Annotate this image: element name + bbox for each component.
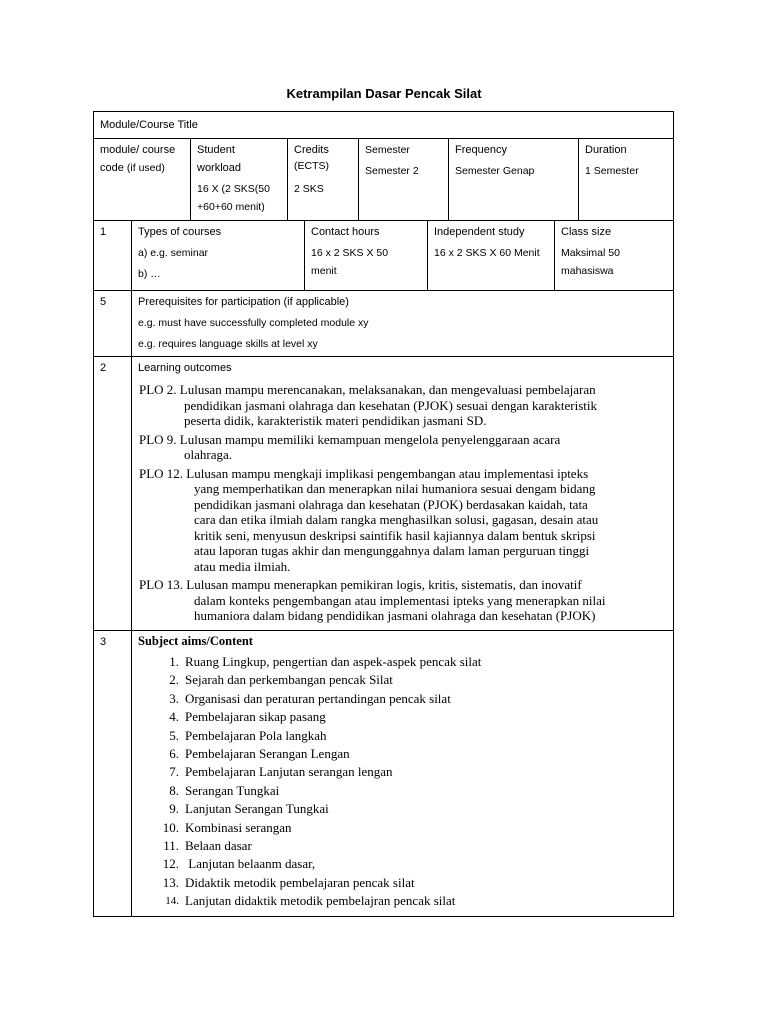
list-text: Pembelajaran Serangan Lengan	[185, 745, 350, 761]
content-list-item	[139, 671, 481, 689]
row-number: 2	[100, 362, 107, 374]
row-number: 3	[100, 636, 107, 648]
content-list-item	[139, 819, 481, 837]
frequency-label: Frequency	[455, 144, 507, 156]
prerequisites-row	[93, 290, 674, 357]
credits-label: Credits	[294, 144, 329, 156]
duration-value: 1 Semester	[585, 165, 639, 177]
list-text: Didaktik metodik pembelajaran pencak silat	[185, 874, 415, 890]
list-text: Pembelajaran sikap pasang	[185, 709, 326, 725]
contact-value-line2: menit	[311, 265, 337, 277]
list-text: Lanjutan didaktik metodik pembelajran pencak silat	[185, 893, 456, 909]
credits-value: 2 SKS	[294, 183, 324, 195]
list-number: 6.	[169, 745, 179, 761]
row-number: 1	[100, 226, 107, 238]
plo-list	[139, 382, 669, 627]
list-text: Pembelajaran Pola langkah	[185, 727, 327, 743]
independent-label: Independent study	[434, 226, 525, 238]
list-text: Organisasi dan peraturan pertandingan pencak silat	[185, 690, 451, 706]
content-list	[139, 653, 481, 910]
list-text: Kombinasi serangan	[185, 819, 292, 835]
content-list-item	[139, 727, 481, 745]
plo-item: PLO 9. Lulusan mampu memiliki kemampuan mengelola penyelenggaraan acara olahraga.	[139, 431, 561, 462]
prerequisites-line: e.g. requires language skills at level xy	[138, 338, 318, 350]
independent-value: 16 x 2 SKS X 60 Menit	[434, 247, 540, 259]
list-number: 2.	[169, 672, 179, 688]
plo-item: PLO 12. Lulusan mampu mengkaji implikasi pengembangan atau implementasi ipteks yang memperhatikan dan menerapkan nilai humaniora sesuai dengam bidang pendidikan jasmani olahraga dan kesehatan (PJOK) berdasakan kaidah, tata cara dan etika ilmiah dalam rangka menghasilkan solusi, gagasan, desain atau kritik seni, menyusun deskripsi saintifik hasil kajiannya dalam bentuk skripsi atau laporan tugas akhir dan mengunggahnya dalam laman perguruan tinggi atau media ilmiah.	[139, 465, 599, 574]
list-number: 5.	[169, 727, 179, 743]
content-list-item	[139, 874, 481, 892]
content-list-item	[139, 708, 481, 726]
code-label: module/ course	[100, 144, 176, 156]
list-text: Lanjutan Serangan Tungkai	[185, 801, 329, 817]
contact-value: 16 x 2 SKS X 50	[311, 247, 389, 259]
workload-value: 16 X (2 SKS(50	[197, 183, 270, 195]
contact-label: Contact hours	[311, 226, 380, 238]
list-text: Sejarah dan perkembangan pencak Silat	[185, 672, 393, 688]
workload-value-line2: +60+60 menit)	[197, 201, 265, 213]
list-number: 4.	[169, 709, 179, 725]
list-number: 1.	[169, 654, 179, 669]
list-text: Ruang Lingkup, pengertian dan aspek-aspek pencak silat	[185, 654, 482, 669]
content-list-item	[139, 690, 481, 708]
document-title: Ketrampilan Dasar Pencak Silat	[286, 86, 482, 101]
list-number: 10.	[162, 819, 179, 835]
types-item-a: a) e.g. seminar	[138, 247, 209, 259]
semester-label: Semester	[365, 144, 410, 156]
subject-content-row	[93, 630, 674, 917]
list-number: 9.	[169, 801, 179, 817]
module-title-label: Module/Course Title	[100, 119, 198, 131]
class-size-value: Maksimal 50	[561, 247, 620, 259]
frequency-value: Semester Genap	[455, 165, 535, 177]
workload-label: Student	[197, 144, 235, 156]
list-number: 14.	[165, 895, 179, 908]
module-title-row	[93, 111, 674, 139]
list-text: Serangan Tungkai	[185, 782, 280, 798]
list-number: 8.	[169, 782, 179, 798]
subject-content-label: Subject aims/Content	[138, 634, 253, 648]
types-label: Types of courses	[138, 226, 222, 238]
module-info-row	[93, 138, 674, 221]
list-text: Pembelajaran Lanjutan serangan lengan	[185, 764, 393, 780]
duration-label: Duration	[585, 144, 627, 156]
list-number: 7.	[169, 764, 179, 780]
workload-label-line2: workload	[197, 162, 242, 174]
list-number: 3.	[169, 690, 179, 706]
types-item-b: b) …	[138, 268, 161, 280]
semester-value: Semester 2	[365, 165, 419, 177]
course-type-row	[93, 220, 674, 291]
plo-item: PLO 2. Lulusan mampu merencanakan, melaksanakan, dan mengevaluasi pembelajaran pendidikan jasmani olahraga dan kesehatan (PJOK) sesuai dengan karakteristik peserta didik, karakteristik materi pendidikan jasmani SD.	[139, 382, 597, 428]
plo-item: PLO 13. Lulusan mampu menerapkan pemikiran logis, kritis, sistematis, dan inovatif dalam konteks pengembangan atau implementasi ipteks yang menerapkan nilai humaniora dalam bidang pendidikan jasmani olahraga dan kesehatan (PJOK)	[139, 577, 606, 623]
list-number: 11.	[163, 837, 179, 853]
content-list-item	[139, 763, 481, 781]
content-list-item	[139, 892, 481, 910]
content-list-item	[139, 745, 481, 763]
content-list-item	[139, 855, 481, 873]
list-number: 12.	[162, 856, 179, 872]
prerequisites-label: Prerequisites for participation (if applicable)	[138, 296, 349, 308]
content-list-item	[139, 653, 481, 671]
prerequisites-line: e.g. must have successfully completed module xy	[138, 317, 369, 329]
code-label-line2: code (if used)	[100, 162, 165, 174]
content-list-item	[139, 782, 481, 800]
row-number: 5	[100, 296, 107, 308]
credits-sub: (ECTS)	[294, 160, 329, 172]
class-size-value-line2: mahasiswa	[561, 265, 614, 277]
learning-outcomes-row	[93, 356, 674, 631]
list-text: Lanjutan belaanm dasar,	[185, 856, 316, 872]
content-list-item	[139, 800, 481, 818]
list-number: 13.	[162, 874, 179, 890]
learning-outcomes-label: Learning outcomes	[138, 362, 232, 374]
list-text: Belaan dasar	[185, 837, 252, 853]
class-size-label: Class size	[561, 226, 612, 238]
content-list-item	[139, 837, 481, 855]
